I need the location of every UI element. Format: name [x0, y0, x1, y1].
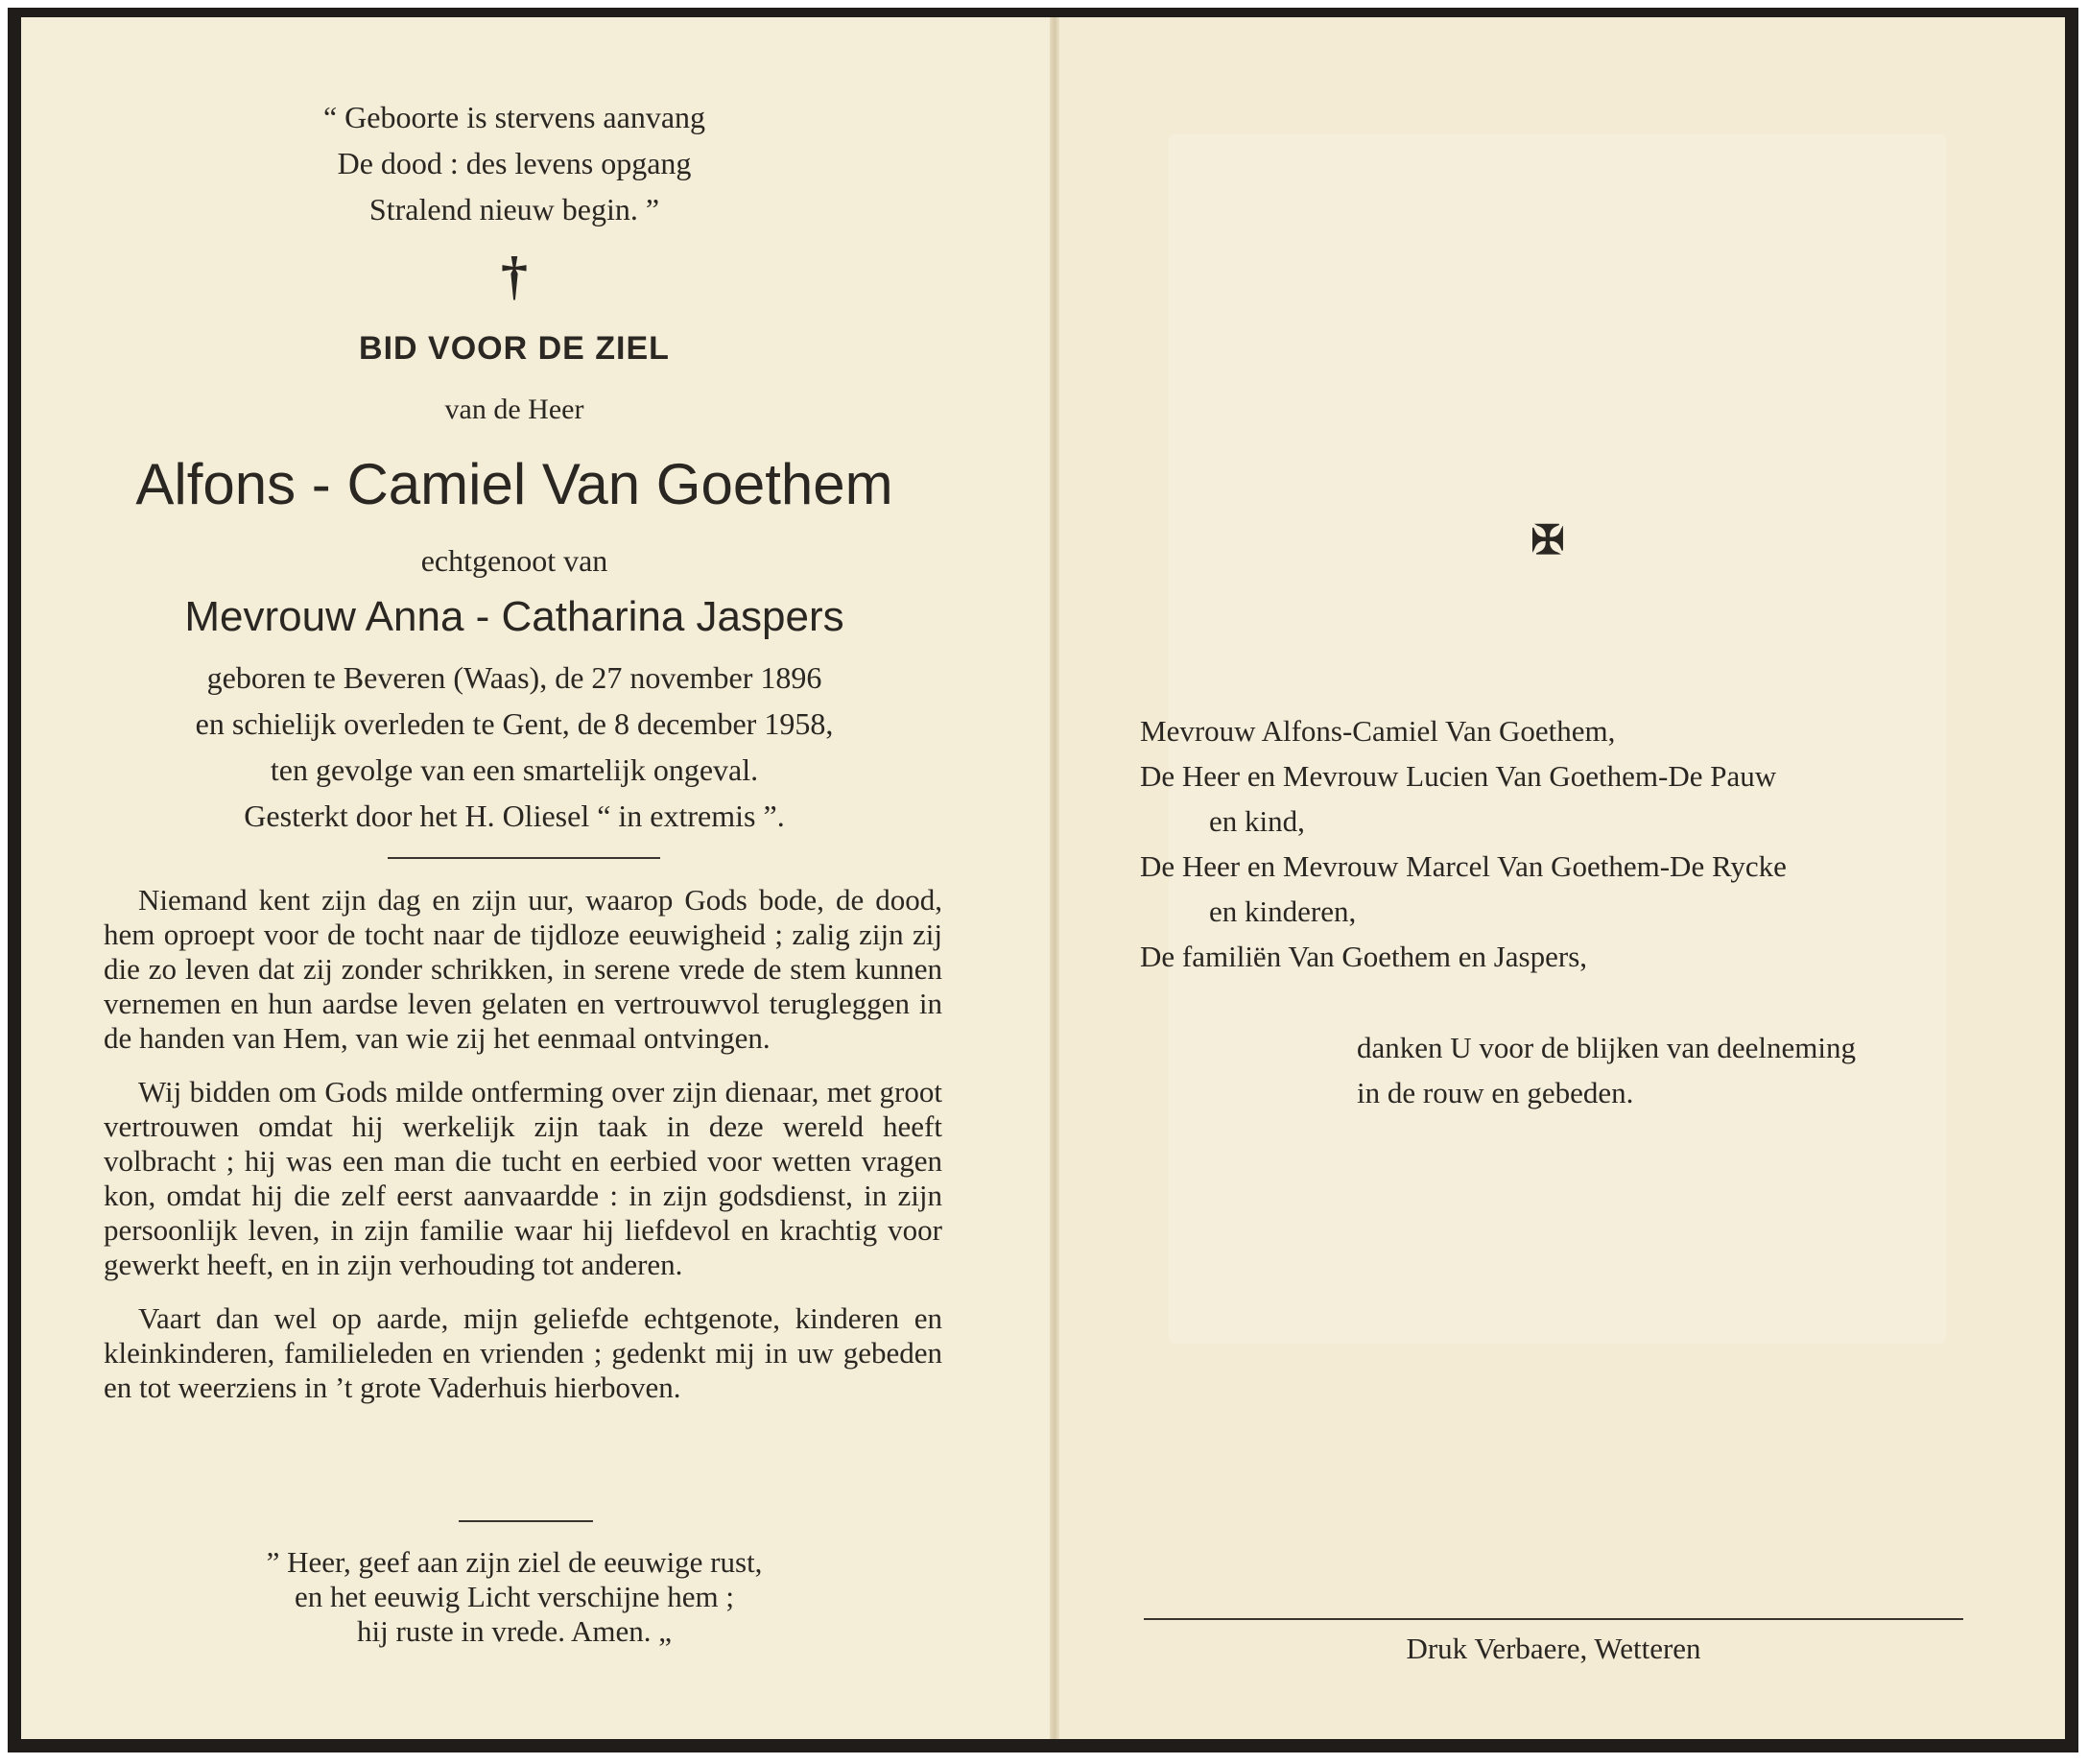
closing-line: en het eeuwig Licht verschijne hem ;	[295, 1580, 734, 1613]
family-list	[1140, 708, 1963, 979]
spouse-intro: echtgenoot van	[420, 543, 608, 578]
prayer-paragraph: Vaart dan wel op aarde, mijn geliefde echtgenote, kinderen en kleinkinderen, familieleden en vrienden ; gedenkt mij in uw gebeden en tot weerziens in ’t grote Vaderhuis hierboven.	[104, 1301, 942, 1404]
poem-line: “ Geboorte is stervens aanvang	[322, 100, 706, 134]
prayer-paragraph: Niemand kent zijn dag en zijn uur, waarop Gods bode, de dood, hem oproept voor de tocht naar de tijdloze eeuwigheid ; zalig zijn zij die zo leven dat zij zonder schrikken, in serene vrede de stem kunnen vernemen en hun aardse leven gelaten en vertrouwvol terugleggen in de handen van Hem, van wie zij het eenmaal ontvingen.	[104, 883, 942, 1055]
prayer-paragraph: Wij bidden om Gods milde ontferming over zijn dienaar, met groot vertrouwen omdat hij werkelijk zijn taak in deze wereld heeft volbracht ; hij was een man die tucht en eerbied voor wetten vragen kon, omdat hij die zelf eerst aanvaardde : in zijn godsdienst, in zijn persoonlijk leven, in zijn familie waar hij liefdevol en krachtig voor gewerkt heeft, en in zijn verhouding tot anderen.	[104, 1075, 942, 1281]
thanks-line: danken U voor de blijken van deelneming	[1357, 1031, 1856, 1064]
family-line: en kinderen,	[1209, 894, 1357, 928]
opening-poem	[0, 94, 1029, 232]
cross-icon: †	[501, 247, 528, 306]
closing-line: ” Heer, geef aan zijn ziel de eeuwige rust,	[266, 1545, 763, 1579]
printer-rule	[1144, 1618, 1963, 1620]
poem-line: De dood : des levens opgang	[337, 146, 692, 180]
family-line: en kind,	[1209, 804, 1305, 838]
cross-icon: ✠	[1530, 519, 1565, 563]
printer-credit: Druk Verbaere, Wetteren	[1406, 1632, 1701, 1665]
family-line: De Heer en Mevrouw Marcel Van Goethem-De Rycke	[1140, 849, 1787, 883]
divider	[388, 857, 660, 859]
life-details	[0, 655, 1029, 839]
card-fold	[1050, 17, 1059, 1739]
deceased-name: Alfons - Camiel Van Goethem	[135, 452, 893, 516]
prayer-heading: BID VOOR DE ZIEL	[359, 330, 670, 367]
closing-prayer	[0, 1545, 1029, 1649]
thanks-text	[1357, 1025, 1963, 1115]
family-line: Mevrouw Alfons-Camiel Van Goethem,	[1140, 714, 1616, 748]
family-line: De familiën Van Goethem en Jaspers,	[1140, 940, 1588, 973]
prayer-text	[104, 883, 942, 1424]
spouse-name: Mevrouw Anna - Catharina Jaspers	[184, 593, 844, 640]
detail-line: Gesterkt door het H. Oliesel “ in extremis ”.	[244, 799, 785, 833]
detail-line: geboren te Beveren (Waas), de 27 november 1896	[206, 660, 822, 695]
divider	[459, 1520, 593, 1522]
detail-line: ten gevolge van een smartelijk ongeval.	[270, 752, 759, 787]
thanks-line: in de rouw en gebeden.	[1357, 1076, 1634, 1109]
closing-line: hij ruste in vrede. Amen. „	[357, 1614, 672, 1648]
poem-line: Stralend nieuw begin. ”	[368, 192, 660, 226]
family-line: De Heer en Mevrouw Lucien Van Goethem-De Pauw	[1140, 759, 1777, 793]
detail-line: en schielijk overleden te Gent, de 8 december 1958,	[195, 706, 834, 741]
intro-text: van de Heer	[444, 393, 584, 425]
